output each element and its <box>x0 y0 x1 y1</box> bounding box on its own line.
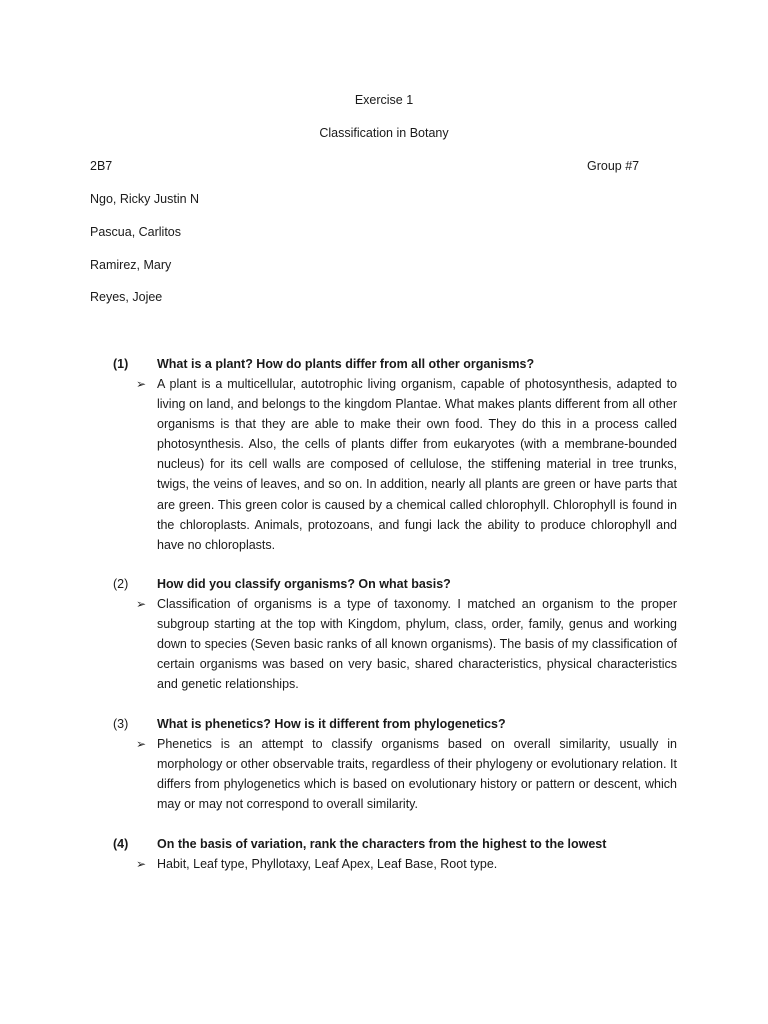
question-block-1 <box>113 354 683 555</box>
answer-text: Habit, Leaf type, Phyllotaxy, Leaf Apex, Leaf Base, Root type. <box>157 857 498 871</box>
arrow-bullet-icon: ➢ <box>136 377 147 391</box>
answer-text: A plant is a multicellular, autotrophic living organism, capable of photosynthesis, adapted to living on land, and belongs to the kingdom Plantae. What makes plants different from all other organisms is that they are able to make their own food. They do this in a process called photosynthesis. Also, the cells of plants differ from eukaryotes (with a membrane-bounded nucleus) for its cell walls are composed of cellulose, the stiffening material in tree trunks, twigs, the veins of leaves, and so on. In addition, nearly all plants are green or have parts that are green. This green color is caused by a chemical called chlorophyll. Chlorophyll is found in the chloroplasts. Animals, protozoans, and fungi lack the ability to produce chlorophyll and have no chloroplasts. <box>157 377 677 552</box>
document-title: Classification in Botany <box>319 126 449 140</box>
question-number: (2) <box>113 577 129 591</box>
question-block-2 <box>113 574 683 694</box>
member-name: Ngo, Ricky Justin N <box>90 192 200 206</box>
exercise-label: Exercise 1 <box>354 93 414 107</box>
question-text: What is a plant? How do plants differ from all other organisms? <box>157 357 535 371</box>
question-block-4 <box>113 834 683 874</box>
question-text: How did you classify organisms? On what basis? <box>157 577 451 591</box>
answer-text: Classification of organisms is a type of taxonomy. I matched an organism to the proper subgroup starting at the top with Kingdom, phylum, class, order, family, genus and working down to species (Seven basic ranks of all known organisms). The basis of my classification of certain organisms was based on very basic, shared characteristics, physical characteristics and genetic relationships. <box>157 597 677 692</box>
member-name: Pascua, Carlitos <box>90 225 182 239</box>
arrow-bullet-icon: ➢ <box>136 857 147 871</box>
question-block-3 <box>113 714 683 814</box>
section-code: 2B7 <box>90 159 113 173</box>
member-name: Reyes, Jojee <box>90 290 163 304</box>
answer-text: Phenetics is an attempt to classify organisms based on overall similarity, usually in morphology or other observable traits, regardless of their phylogeny or evolutionary relation. It differs from phylogenetics which is based on evolutionary history or pattern or descent, which may or may not correspond to overall similarity. <box>157 737 677 812</box>
arrow-bullet-icon: ➢ <box>136 737 147 751</box>
group-number: Group #7 <box>587 159 640 173</box>
question-number: (1) <box>113 357 129 371</box>
question-text: What is phenetics? How is it different from phylogenetics? <box>157 717 506 731</box>
member-name: Ramirez, Mary <box>90 258 172 272</box>
question-text: On the basis of variation, rank the characters from the highest to the lowest <box>157 837 607 851</box>
arrow-bullet-icon: ➢ <box>136 597 147 611</box>
question-number: (4) <box>113 837 129 851</box>
question-number: (3) <box>113 717 129 731</box>
